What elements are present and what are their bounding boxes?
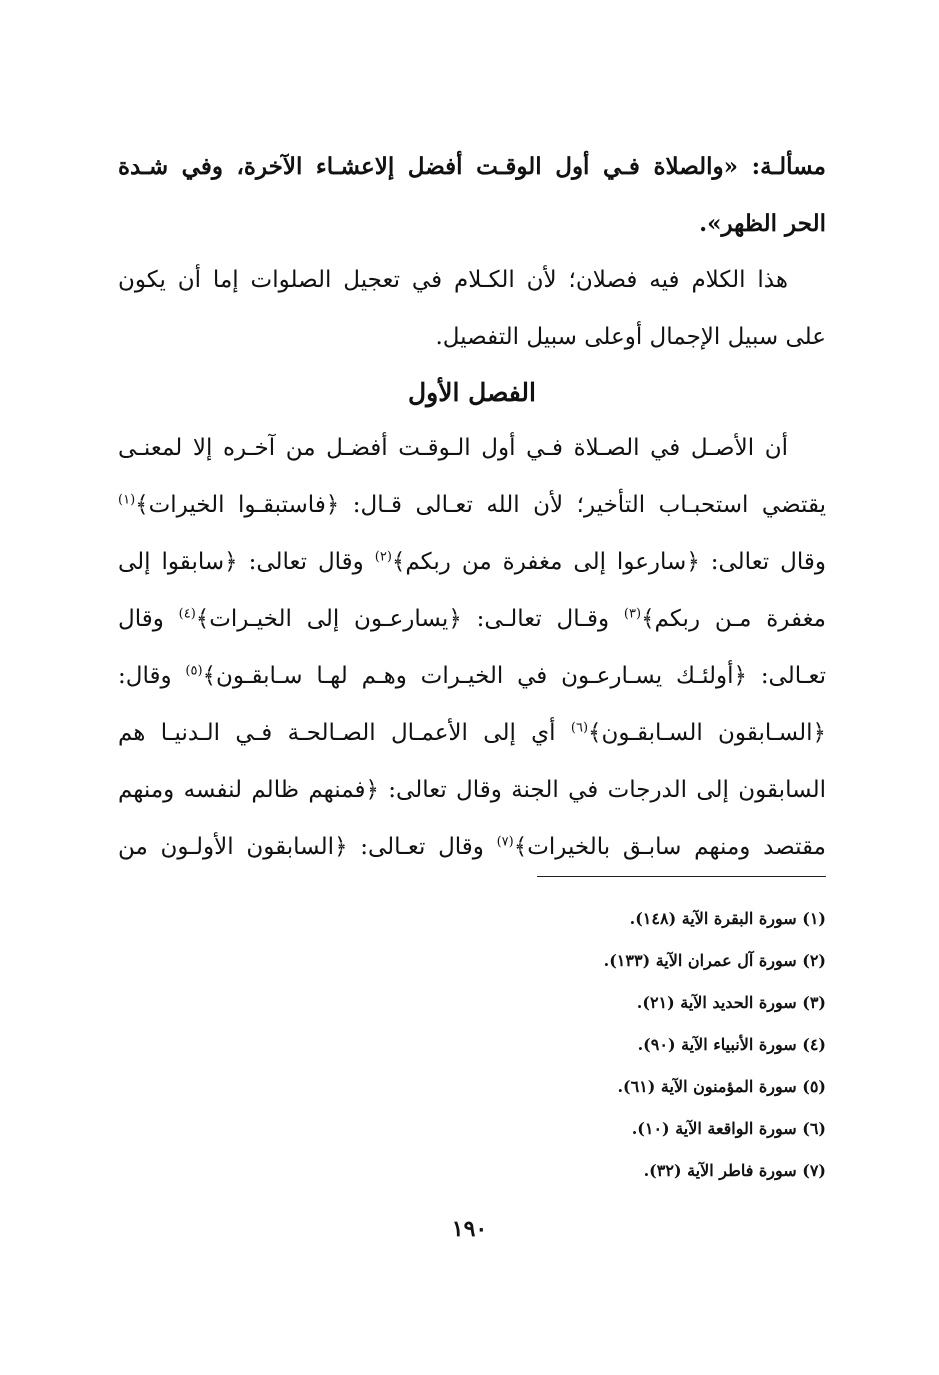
line-text: وقـال تعالـى: ﴿يسارعـون إلى الخيـرات﴾ [195,606,624,632]
line-text: وقال تعـالى: ﴿السابقون الأولـون من [118,834,497,860]
footnote-ref: (١) [118,492,136,508]
text-line [118,762,826,819]
line-text: يقتضي استحبـاب التأخير؛ لأن الله تعـالى قـال: ﴿فاستبقـوا الخيرات﴾ [135,492,826,518]
footnotes [400,898,826,1192]
footnote-divider [537,876,826,877]
line-text: وقال تعالى: ﴿سابقوا إلى [118,549,375,575]
footnote: (١) سورة البقرة الآية (١٤٨). [629,909,826,928]
text-line [118,705,826,762]
footnote-ref: (٣) [623,606,642,622]
text-line [118,591,826,648]
line-text: تعـالى: ﴿أولئـك يسـارعـون في الخيـرات وهـم لهـا سـابقـون﴾ [202,663,826,689]
footnote: (٦) سورة الواقعة الآية (١٠). [631,1119,826,1138]
footnote: (٣) سورة الحديد الآية (٢١). [636,993,826,1012]
text-line [118,420,826,477]
text-line: على سبيل الإجمال أوعلى سبيل التفصيل. [435,324,826,350]
text-line [118,648,826,705]
footnote-ref: (٢) [374,549,392,565]
text-line: هذا الكلام فيه فصلان؛ لأن الكـلام في تعجيل الصلوات إما أن يكون [118,267,788,293]
text-line: الحر الظهر». [699,210,826,237]
footnote-ref: (٤) [178,606,196,622]
text-line: مسألـة: «والصلاة فـي أول الوقـت أفضل إلاعشـاء الآخرة، وفي شـدة [118,153,826,180]
line-text: أن الأصـل في الصـلاة فـي أول الـوقـت أفضـل من آخـره إلا لمعنـى [118,435,788,461]
line-text: ﴿السـابقون السـابقـون﴾ [588,720,826,746]
line-text: أي إلى الأعمـال الصـالحـة فـي الـدنيـا هم [118,720,571,746]
footnote: (٥) سورة المؤمنون الآية (٦١). [617,1077,826,1096]
line-text: وقال تعالى: ﴿سارعوا إلى مغفرة من ربكم﴾ [391,549,826,575]
line-text: وقال: [118,663,186,689]
line-text: وقال [118,606,179,632]
footnote-ref: (٧) [496,834,514,850]
footnote: (٧) سورة فاطر الآية (٣٢). [643,1161,826,1180]
text-line [118,477,826,534]
line-text: مقتصد ومنهم سابـق بالخيرات﴾ [513,834,826,860]
footnote-ref: (٦) [570,720,589,736]
footnote: (٤) سورة الأنبياء الآية (٩٠). [637,1035,826,1054]
footnote-ref: (٥) [185,663,203,679]
text-line [118,534,826,591]
main-text [118,138,826,876]
page-number: ١٩٠ [451,1216,488,1242]
text-line [118,819,826,876]
section-heading: الفصل الأول [408,378,536,407]
footnote: (٢) سورة آل عمران الآية (١٣٣). [603,951,826,970]
line-text: مغفرة مـن ربكم﴾ [641,606,826,632]
line-text: السابقون إلى الدرجات في الجنة وقال تعالى: ﴿فمنهم ظالم لنفسه ومنهم [118,777,826,803]
